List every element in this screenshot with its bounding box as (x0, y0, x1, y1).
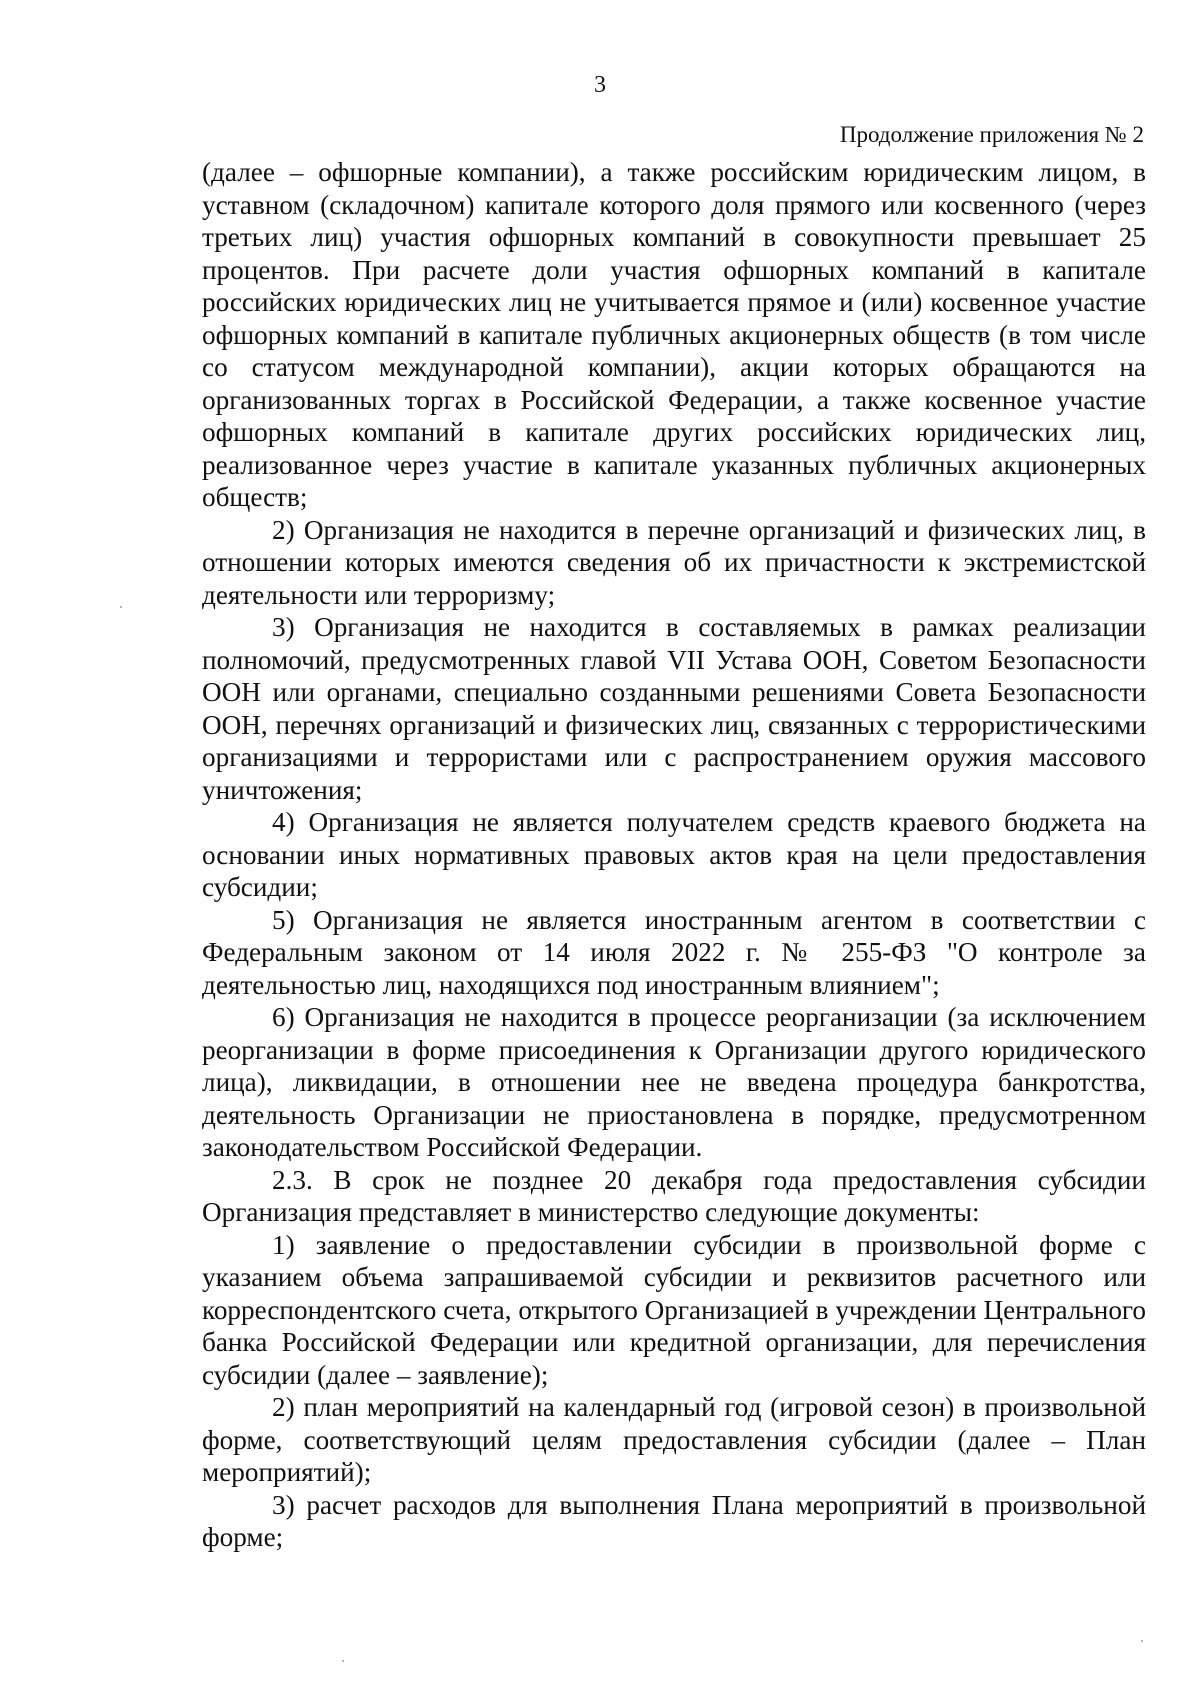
paragraph-doc-1-application: 1) заявление о предоставлении субсидии в произвольной форме с указанием объема запрашиваемой субсидии и реквизитов расчетного или корреспондентского счета, открытого Организацией в учреждении Центрального банка Российской Федерации или кредитной организации, для перечисления субсидии (далее – заявление); (202, 1229, 1146, 1390)
paragraph-doc-2-plan: 2) план мероприятий на календарный год (игровой сезон) в произвольной форме, соответствующий целям предоставления субсидии (далее – План мероприятий); (202, 1392, 1146, 1487)
paragraph-offshore-companies: (далее – офшорные компании), а также российским юридическим лицом, в уставном (складочном) капитале которого доля прямого или косвенного (через третьих лиц) участия офшорных компаний в совокупности превышает 25 процентов. При расчете доли участия офшорных компаний в капитале российских юридических лиц не учитывается прямое и (или) косвенное участие офшорных компаний в капитале публичных акционерных обществ (в том числе со статусом международной компании), акции которых обращаются на организованных торгах в Российской Федерации, а также косвенное участие офшорных компаний в капитале других российских юридических лиц, реализованное через участие в капитале указанных публичных акционерных обществ; (202, 157, 1146, 512)
paragraph-2-3-documents: 2.3. В срок не позднее 20 декабря года предоставления субсидии Организация представляет в министерство следующие документы: (202, 1164, 1146, 1227)
paragraph-item-5-foreign-agent: 5) Организация не является иностранным агентом в соответствии с Федеральным законом от 14 июля 2022 г. № 255-ФЗ "О контроле за деятельностью лиц, находящихся под иностранным влиянием"; (202, 904, 1146, 1000)
paragraph-item-4-budget: 4) Организация не является получателем средств краевого бюджета на основании иных нормативных правовых актов края на цели предоставления субсидии; (202, 807, 1146, 902)
scan-speck (1141, 1640, 1143, 1642)
paragraph-doc-3-expenses: 3) расчет расходов для выполнения Плана мероприятий в произвольной форме; (202, 1489, 1146, 1552)
document-body (202, 156, 1146, 1554)
page-number: 3 (594, 72, 606, 98)
paragraph-item-6-reorganization: 6) Организация не находится в процессе реорганизации (за исключением реорганизации в форме присоединения к Организации другого юридического лица), ликвидации, в отношении нее не введена процедура банкротства, деятельность Организации не приостановлена в порядке, предусмотренном законодательством Российской Федерации. (202, 1002, 1146, 1162)
paragraph-item-2-extremism: 2) Организация не находится в перечне организаций и физических лиц, в отношении которых имеются сведения об их причастности к экстремистской деятельности или терроризму; (202, 514, 1146, 610)
scan-speck (120, 606, 122, 608)
appendix-note: Продолжение приложения № 2 (839, 122, 1144, 147)
scan-speck (342, 1660, 344, 1662)
paragraph-item-3-un-lists: 3) Организация не находится в составляемых в рамках реализации полномочий, предусмотренных главой VII Устава ООН, Советом Безопасности ООН или органами, специально созданными решениями Совета Безопасности ООН, перечнях организаций и физических лиц, связанных с террористическими организациями и террористами или с распространением оружия массового уничтожения; (202, 612, 1146, 805)
